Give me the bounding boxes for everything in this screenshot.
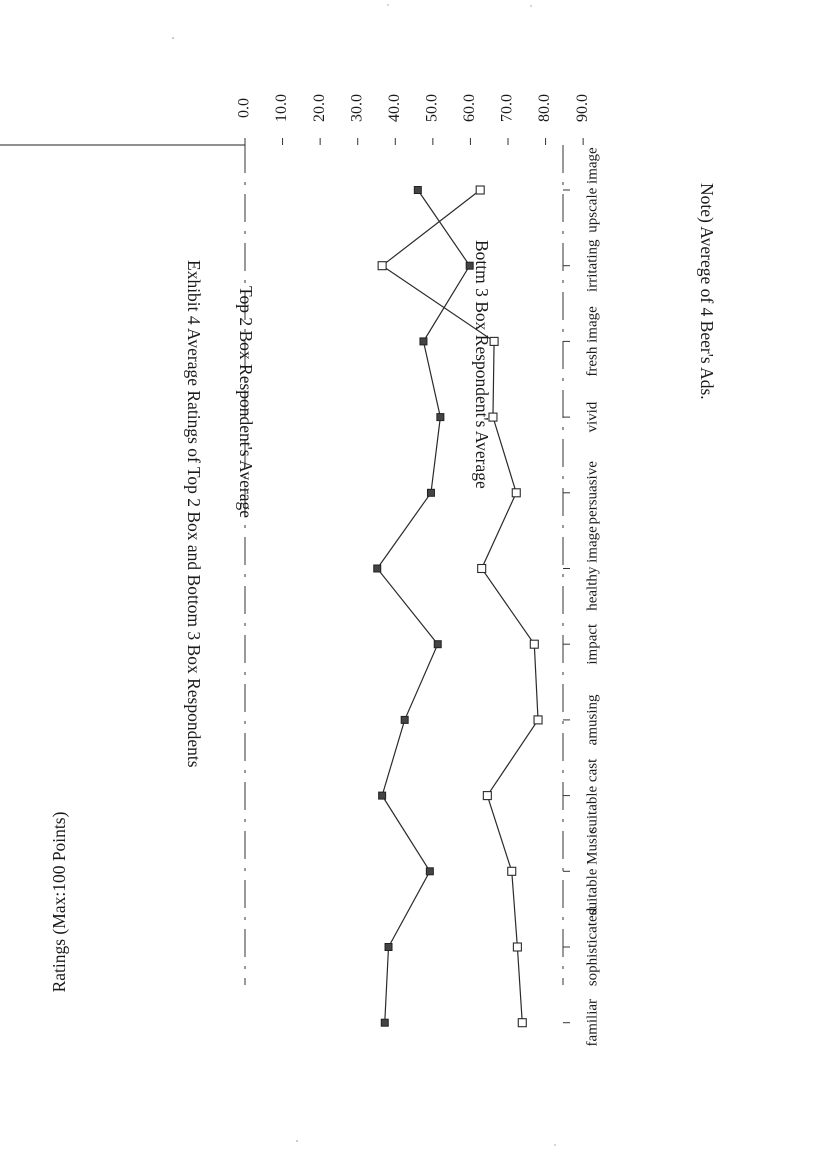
x-tick-label: suitable Music [584,827,601,916]
y-tick-label: 70.0 [498,94,516,122]
x-tick-label: irritating [584,239,601,292]
data-point-top2 [478,565,486,573]
data-point-top2 [483,792,491,800]
y-tick-label: 80.0 [536,94,554,122]
y-axis-title: Ratings (Max:100 Points) [49,811,69,993]
data-point-top2 [512,489,520,497]
y-tick-label: 60.0 [461,94,479,122]
y-tick-label: 40.0 [385,94,403,122]
x-tick-label: fresh image [584,306,601,377]
x-tick-label: upscale image [584,147,601,233]
data-point-bottom3 [381,1019,388,1026]
data-point-top2 [530,640,538,648]
data-point-bottom3 [437,414,444,421]
y-tick-label: 30.0 [348,94,366,122]
y-tick-label: 20.0 [310,94,328,122]
data-point-top2 [518,1019,526,1027]
data-point-bottom3 [427,489,434,496]
data-point-bottom3 [379,792,386,799]
data-point-top2 [513,943,521,951]
data-point-bottom3 [414,187,421,194]
data-point-bottom3 [420,338,427,345]
data-point-bottom3 [385,944,392,951]
y-tick-label: 10.0 [273,94,291,122]
data-point-top2 [508,867,516,875]
data-point-bottom3 [426,868,433,875]
data-point-top2 [378,262,386,270]
data-point-bottom3 [401,716,408,723]
y-tick-label: 90.0 [573,94,591,122]
x-tick-label: healthy image [584,526,601,611]
x-tick-label: sophisticated [584,907,601,987]
x-tick-label: familiar [584,998,601,1047]
x-tick-label: vivid [584,401,601,433]
x-tick-label: amusing [584,694,601,746]
y-tick-label: 50.0 [423,94,441,122]
data-point-bottom3 [434,641,441,648]
chart-title: Exhibit 4 Average Ratings of Top 2 Box and Bottom 3 Box Respondents [184,260,204,768]
x-tick-label: persuasive [584,461,601,525]
data-point-bottom3 [374,565,381,572]
data-point-top2 [476,186,484,194]
series-label-top2: Top 2 Box Respondent's Average [236,286,256,518]
x-tick-label: impact [584,623,601,665]
x-tick-label: suitable cast [584,758,601,833]
note-text: Note) Averege of 4 Beer's Ads. [697,183,717,400]
y-tick-label: 0.0 [235,98,253,118]
series-label-bottom3: Bottm 3 Box Respondent's Average [472,240,492,489]
data-point-top2 [534,716,542,724]
